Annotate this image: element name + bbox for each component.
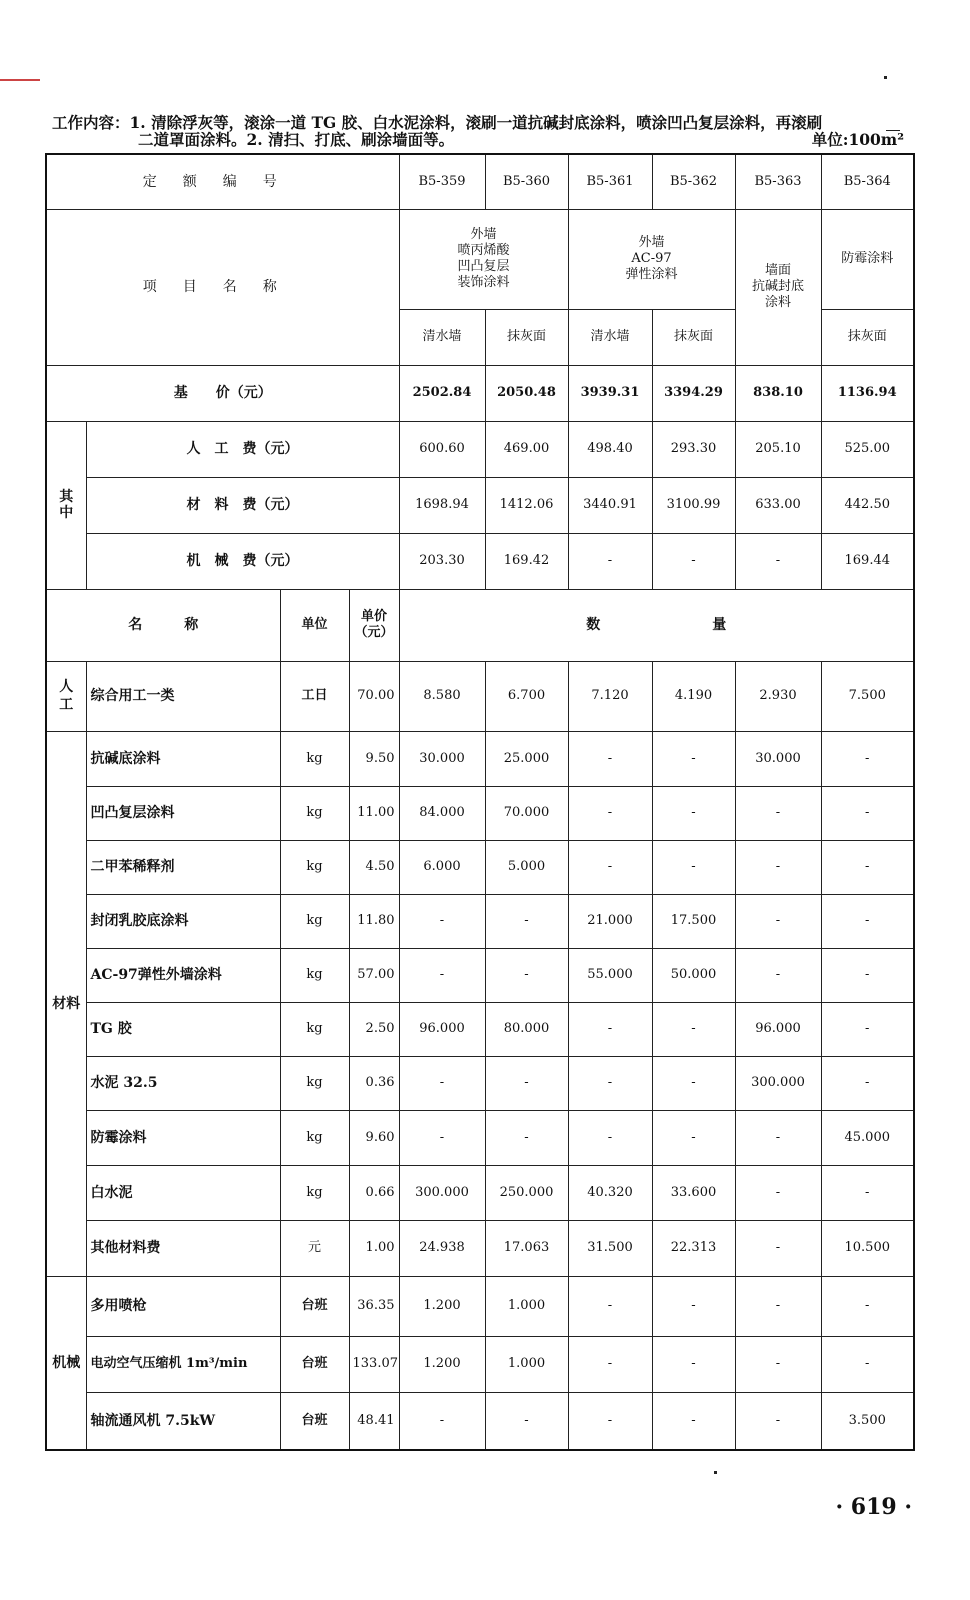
qty: 84.000 [399, 786, 485, 840]
resource-row [46, 1110, 914, 1165]
scan-mark [714, 1471, 717, 1474]
cost-row [46, 477, 914, 533]
work-content-label: 工作内容： [52, 113, 130, 132]
qty: 70.000 [485, 786, 568, 840]
code-cell: B5-364 [821, 154, 914, 209]
column-header-row [46, 589, 914, 661]
cost-value: - [568, 533, 652, 589]
qty: - [735, 1392, 821, 1450]
code-cell: B5-363 [735, 154, 821, 209]
resource-unit: kg [280, 731, 349, 786]
qty: 250.000 [485, 1165, 568, 1220]
cost-value: 633.00 [735, 477, 821, 533]
base-price-value: 1136.94 [821, 365, 914, 421]
qty: - [652, 731, 735, 786]
qty: - [568, 1336, 652, 1392]
sub-name: 抹灰面 [652, 309, 735, 365]
qty: 10.500 [821, 1220, 914, 1276]
sub-name: 抹灰面 [821, 309, 914, 365]
qty: - [568, 731, 652, 786]
page-number: · 619 · [835, 1494, 912, 1520]
resource-unit: 台班 [280, 1276, 349, 1336]
group-name: 外墙 AC-97 弹性涂料 [568, 209, 735, 309]
qty: - [652, 1336, 735, 1392]
col-unit-label: 单位 [280, 589, 349, 661]
base-price-value: 2050.48 [485, 365, 568, 421]
qty: - [735, 1276, 821, 1336]
code-cell: B5-359 [399, 154, 485, 209]
resource-price: 0.36 [349, 1056, 399, 1110]
resource-name: 多用喷枪 [86, 1276, 280, 1336]
qty: - [485, 1110, 568, 1165]
cost-value: 293.30 [652, 421, 735, 477]
qty: 80.000 [485, 1002, 568, 1056]
qty: 3.500 [821, 1392, 914, 1450]
qty: - [821, 1056, 914, 1110]
qty: 55.000 [568, 948, 652, 1002]
cost-value: - [652, 533, 735, 589]
col-price-label: 单价 （元） [349, 589, 399, 661]
qty: 7.120 [568, 661, 652, 731]
qty: 33.600 [652, 1165, 735, 1220]
resource-row [46, 948, 914, 1002]
resource-price: 9.60 [349, 1110, 399, 1165]
qty: 300.000 [735, 1056, 821, 1110]
scan-mark [884, 76, 887, 79]
cost-value: 498.40 [568, 421, 652, 477]
sub-name: 抹灰面 [485, 309, 568, 365]
resource-price: 48.41 [349, 1392, 399, 1450]
qty: - [652, 1056, 735, 1110]
qty: - [735, 840, 821, 894]
qty: - [399, 948, 485, 1002]
qty: 25.000 [485, 731, 568, 786]
resource-unit: kg [280, 1056, 349, 1110]
section-label-machinery: 机械 [46, 1276, 86, 1450]
qty: - [735, 894, 821, 948]
qty: 5.000 [485, 840, 568, 894]
resource-unit: kg [280, 1165, 349, 1220]
cost-value: 169.44 [821, 533, 914, 589]
qty: - [735, 1220, 821, 1276]
qty: - [821, 894, 914, 948]
code-cell: B5-361 [568, 154, 652, 209]
cost-row [46, 421, 914, 477]
base-price-label: 基 价（元） [46, 365, 399, 421]
qty: - [735, 786, 821, 840]
item-group-row [46, 209, 914, 309]
qty: - [821, 840, 914, 894]
qty: - [735, 1110, 821, 1165]
resource-unit: 台班 [280, 1336, 349, 1392]
qty: 1.000 [485, 1276, 568, 1336]
qty: 1.200 [399, 1276, 485, 1336]
cost-label: 机 械 费（元） [86, 533, 399, 589]
resource-price: 1.00 [349, 1220, 399, 1276]
resource-name: 综合用工一类 [86, 661, 280, 731]
qty: - [821, 1165, 914, 1220]
resource-name: 封闭乳胶底涂料 [86, 894, 280, 948]
resource-row [46, 661, 914, 731]
resource-row [46, 731, 914, 786]
qty: - [399, 1056, 485, 1110]
qty: 31.500 [568, 1220, 652, 1276]
resource-price: 9.50 [349, 731, 399, 786]
cost-value: 3440.91 [568, 477, 652, 533]
cost-value: 203.30 [399, 533, 485, 589]
resource-name: 轴流通风机 7.5kW [86, 1392, 280, 1450]
qty: - [821, 948, 914, 1002]
qty: - [821, 731, 914, 786]
qty: - [652, 1392, 735, 1450]
resource-row [46, 1392, 914, 1450]
base-price-value: 838.10 [735, 365, 821, 421]
qty: 8.580 [399, 661, 485, 731]
resource-price: 57.00 [349, 948, 399, 1002]
cost-value: 442.50 [821, 477, 914, 533]
resource-row [46, 1165, 914, 1220]
resource-unit: kg [280, 1110, 349, 1165]
base-price-value: 2502.84 [399, 365, 485, 421]
resource-row [46, 1336, 914, 1392]
resource-price: 2.50 [349, 1002, 399, 1056]
code-cell: B5-362 [652, 154, 735, 209]
qty: 24.938 [399, 1220, 485, 1276]
sub-name: 清水墙 [399, 309, 485, 365]
resource-row [46, 1002, 914, 1056]
qty: - [821, 1002, 914, 1056]
qty: - [821, 1336, 914, 1392]
cost-label: 人 工 费（元） [86, 421, 399, 477]
qty: - [821, 1276, 914, 1336]
qty: - [399, 894, 485, 948]
resource-price: 0.66 [349, 1165, 399, 1220]
qty: - [568, 1392, 652, 1450]
quota-table [45, 153, 915, 1451]
qty: - [652, 1276, 735, 1336]
of-which-label: 其中 [46, 421, 86, 589]
resource-price: 11.00 [349, 786, 399, 840]
resource-price: 11.80 [349, 894, 399, 948]
qty: 6.700 [485, 661, 568, 731]
section-label-materials: 材料 [46, 731, 86, 1276]
qty: - [652, 840, 735, 894]
resource-unit: 元 [280, 1220, 349, 1276]
resource-name: 防霉涂料 [86, 1110, 280, 1165]
qty: - [652, 1002, 735, 1056]
resource-price: 4.50 [349, 840, 399, 894]
base-price-row [46, 365, 914, 421]
qty: - [652, 786, 735, 840]
cost-value: 525.00 [821, 421, 914, 477]
base-price-value: 3394.29 [652, 365, 735, 421]
resource-price: 36.35 [349, 1276, 399, 1336]
qty: - [485, 948, 568, 1002]
qty: 4.190 [652, 661, 735, 731]
cost-row [46, 533, 914, 589]
col-name-label: 名 称 [46, 589, 280, 661]
code-row [46, 154, 914, 209]
qty: 300.000 [399, 1165, 485, 1220]
qty: 22.313 [652, 1220, 735, 1276]
qty: - [485, 1392, 568, 1450]
cost-value: 169.42 [485, 533, 568, 589]
qty: - [399, 1110, 485, 1165]
qty: - [735, 948, 821, 1002]
qty: - [568, 1056, 652, 1110]
resource-name: 水泥 32.5 [86, 1056, 280, 1110]
resource-unit: kg [280, 948, 349, 1002]
cost-value: 205.10 [735, 421, 821, 477]
qty: 30.000 [399, 731, 485, 786]
section-label-labour: 人工 [46, 661, 86, 731]
qty: 7.500 [821, 661, 914, 731]
resource-name: 电动空气压缩机 1m³/min [86, 1336, 280, 1392]
resource-name: 二甲苯稀释剂 [86, 840, 280, 894]
work-content [52, 114, 912, 148]
resource-name: 其他材料费 [86, 1220, 280, 1276]
code-cell: B5-360 [485, 154, 568, 209]
code-label: 定额编号 [46, 154, 399, 209]
qty: 40.320 [568, 1165, 652, 1220]
resource-row [46, 894, 914, 948]
group-name: 外墙 喷丙烯酸 凹凸复层 装饰涂料 [399, 209, 568, 309]
qty: - [735, 1336, 821, 1392]
qty: 1.000 [485, 1336, 568, 1392]
resource-row [46, 786, 914, 840]
qty: - [568, 840, 652, 894]
resource-name: 白水泥 [86, 1165, 280, 1220]
qty: - [485, 1056, 568, 1110]
resource-name: 抗碱底涂料 [86, 731, 280, 786]
qty: 21.000 [568, 894, 652, 948]
qty: 17.500 [652, 894, 735, 948]
cost-value: 600.60 [399, 421, 485, 477]
resource-price: 133.07 [349, 1336, 399, 1392]
resource-row [46, 1220, 914, 1276]
qty: 96.000 [399, 1002, 485, 1056]
qty: - [821, 786, 914, 840]
group-name: 墙面 抗碱封底 涂料 [735, 209, 821, 365]
resource-unit: kg [280, 894, 349, 948]
scan-mark [0, 79, 40, 81]
qty: 6.000 [399, 840, 485, 894]
resource-unit: 台班 [280, 1392, 349, 1450]
qty: - [568, 1110, 652, 1165]
col-qty-label: 数 量 [399, 589, 914, 661]
cost-value: 469.00 [485, 421, 568, 477]
sub-name: 清水墙 [568, 309, 652, 365]
cost-value: 1698.94 [399, 477, 485, 533]
resource-unit: kg [280, 786, 349, 840]
qty: 96.000 [735, 1002, 821, 1056]
qty: - [399, 1392, 485, 1450]
qty: - [568, 1002, 652, 1056]
cost-label: 材 料 费（元） [86, 477, 399, 533]
resource-row [46, 1276, 914, 1336]
qty: - [735, 1165, 821, 1220]
group-name: 防霉涂料 [821, 209, 914, 309]
resource-price: 70.00 [349, 661, 399, 731]
resource-row [46, 1056, 914, 1110]
work-content-line2: 二道罩面涂料。2. 清扫、打底、刷涂墙面等。 [138, 130, 455, 149]
cost-value: 3100.99 [652, 477, 735, 533]
work-content-line1: 1. 清除浮灰等，滚涂一道 TG 胶、白水泥涂料，滚刷一道抗碱封底涂料，喷涂凹凸复层涂料，再滚刷 [129, 113, 823, 132]
qty: 17.063 [485, 1220, 568, 1276]
cost-value: - [735, 533, 821, 589]
qty: 50.000 [652, 948, 735, 1002]
qty: - [652, 1110, 735, 1165]
resource-unit: kg [280, 840, 349, 894]
qty: - [568, 786, 652, 840]
item-name-label: 项目名称 [46, 209, 399, 365]
resource-name: 凹凸复层涂料 [86, 786, 280, 840]
qty: - [568, 1276, 652, 1336]
cost-value: 1412.06 [485, 477, 568, 533]
qty: 30.000 [735, 731, 821, 786]
unit-label: 单位:100m² [811, 130, 904, 149]
resource-name: TG 胶 [86, 1002, 280, 1056]
resource-unit: kg [280, 1002, 349, 1056]
base-price-value: 3939.31 [568, 365, 652, 421]
resource-unit: 工日 [280, 661, 349, 731]
qty: 1.200 [399, 1336, 485, 1392]
qty: - [485, 894, 568, 948]
qty: 45.000 [821, 1110, 914, 1165]
resource-name: AC-97弹性外墙涂料 [86, 948, 280, 1002]
resource-row [46, 840, 914, 894]
qty: 2.930 [735, 661, 821, 731]
